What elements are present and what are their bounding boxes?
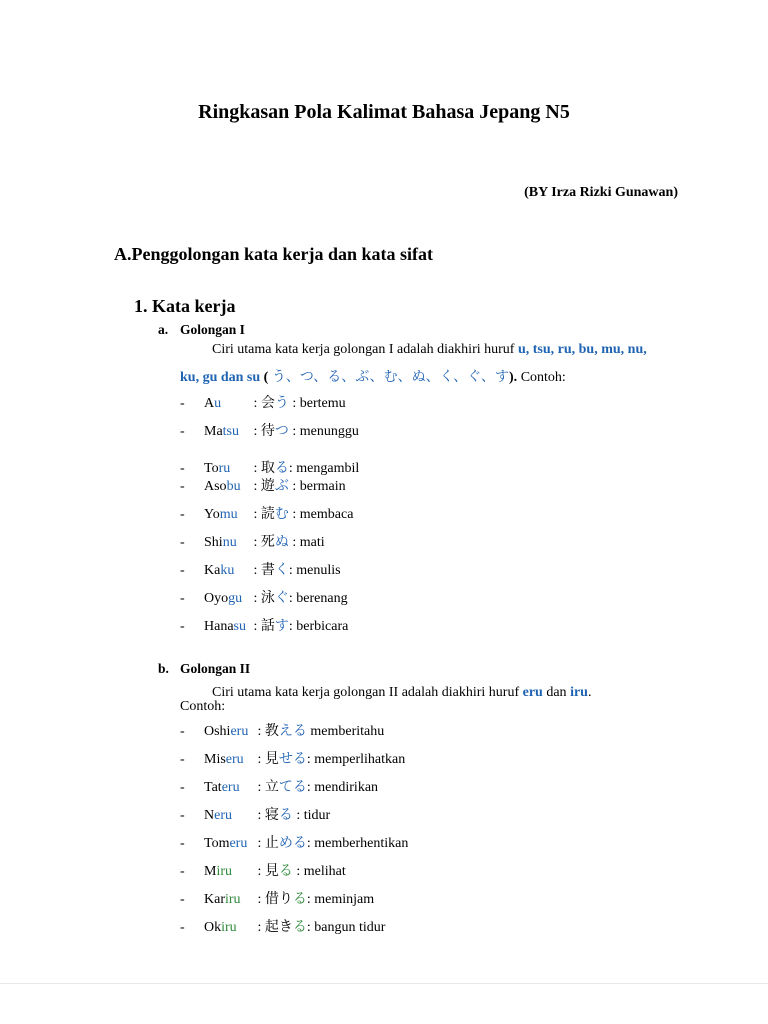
example-separator: : <box>250 563 261 578</box>
subsection-1-heading <box>134 296 235 317</box>
golongan-2-period: . <box>587 685 592 700</box>
example-dash: - <box>180 892 185 907</box>
example-kanji: 会 <box>260 395 275 411</box>
example-romaji <box>204 396 250 412</box>
golongan-1-endings-1: u, tsu, ru, bu, mu, nu, <box>517 342 647 357</box>
example-kanji: 借り <box>264 891 293 907</box>
example-row <box>180 587 348 607</box>
example-row <box>180 615 348 635</box>
example-meaning: : memperlihatkan <box>306 752 406 767</box>
golongan-1-contoh: Contoh: <box>520 370 566 385</box>
example-meaning: : bertemu <box>288 396 346 411</box>
example-separator: : <box>250 535 261 550</box>
example-stem: Oshi <box>204 724 231 739</box>
example-kanji: 見 <box>264 751 279 767</box>
example-romaji <box>204 591 250 607</box>
golongan-2-title: Golongan II <box>180 661 251 676</box>
example-dash: - <box>180 808 185 823</box>
golongan-1-intro-line1 <box>212 342 647 358</box>
example-dash: - <box>180 920 185 935</box>
example-kanji: 起き <box>264 919 293 935</box>
example-meaning: : bangun tidur <box>306 920 386 935</box>
example-row <box>180 748 405 768</box>
example-ending: ku <box>220 563 235 578</box>
example-romaji <box>204 892 254 908</box>
example-ending: ru <box>218 461 231 476</box>
example-row <box>180 457 359 477</box>
example-kana: ぬ <box>274 534 289 550</box>
page-bottom-edge <box>0 983 768 1024</box>
example-separator: : <box>254 892 265 907</box>
example-separator: : <box>254 780 265 795</box>
example-ending: eru <box>225 752 244 767</box>
example-kanji: 遊 <box>260 478 275 494</box>
example-stem: Hana <box>204 619 234 634</box>
example-stem: Mis <box>204 752 226 767</box>
subsection-1-title: Kata kerja <box>152 296 236 316</box>
example-stem: Ka <box>204 563 221 578</box>
example-kana: る <box>292 919 307 935</box>
example-romaji <box>204 780 254 796</box>
example-kanji: 取 <box>260 460 275 476</box>
example-stem: To <box>204 461 219 476</box>
golongan-1-intro-line2 <box>180 366 566 386</box>
golongan-1-close-paren: ). <box>509 370 518 385</box>
golongan-1-kana-list: う、つ、る、ぶ、む、ぬ、く、ぐ、す <box>271 369 510 385</box>
example-meaning: : meminjam <box>306 892 375 907</box>
golongan-1-heading <box>158 322 245 338</box>
section-a-title: Penggolongan kata kerja dan kata sifat <box>131 244 434 264</box>
example-ending: tsu <box>222 424 240 439</box>
example-kana: める <box>278 835 307 851</box>
example-stem: A <box>204 396 215 411</box>
example-separator: : <box>254 920 265 935</box>
example-meaning: : berenang <box>288 591 348 606</box>
example-meaning: : memberhentikan <box>306 836 409 851</box>
example-dash: - <box>180 396 185 411</box>
example-kanji: 立 <box>264 779 279 795</box>
example-dash: - <box>180 563 185 578</box>
example-romaji <box>204 808 254 824</box>
example-row <box>180 531 325 551</box>
example-dash: - <box>180 461 185 476</box>
example-romaji <box>204 864 254 880</box>
golongan-2-intro-text: Ciri utama kata kerja golongan II adalah diakhiri huruf <box>212 685 520 700</box>
example-separator: : <box>250 479 261 494</box>
example-separator: : <box>250 507 261 522</box>
example-kanji: 読 <box>260 506 275 522</box>
golongan-2-contoh: Contoh: <box>180 699 226 714</box>
example-meaning: : bermain <box>288 479 346 494</box>
example-ending: su <box>233 619 246 634</box>
example-ending: bu <box>226 479 241 494</box>
example-stem: Ok <box>204 920 222 935</box>
example-meaning: : menulis <box>288 563 341 578</box>
golongan-1-letter: a. <box>158 322 169 337</box>
example-kanji: 待 <box>260 423 275 439</box>
example-meaning: : menunggu <box>288 424 359 439</box>
golongan-1-intro-text: Ciri utama kata kerja golongan I adalah diakhiri huruf <box>212 342 515 357</box>
example-kana: る <box>278 807 293 823</box>
example-row <box>180 804 330 824</box>
example-stem: Tat <box>204 780 222 795</box>
example-ending: u <box>214 396 222 411</box>
golongan-2-dan: dan <box>546 685 567 700</box>
example-separator: : <box>254 864 265 879</box>
golongan-2-letter: b. <box>158 661 169 676</box>
example-dash: - <box>180 479 185 494</box>
example-romaji <box>204 920 254 936</box>
example-stem: Ma <box>204 424 223 439</box>
example-row <box>180 916 385 936</box>
example-kanji: 話 <box>260 618 275 634</box>
example-ending: eru <box>221 780 240 795</box>
document-title: Ringkasan Pola Kalimat Bahasa Jepang N5 <box>198 101 570 123</box>
example-dash: - <box>180 424 185 439</box>
example-separator: : <box>254 724 265 739</box>
golongan-1-title: Golongan I <box>180 322 245 337</box>
example-meaning: : membaca <box>288 507 354 522</box>
example-romaji <box>204 535 250 551</box>
example-kana: く <box>274 562 289 578</box>
example-row <box>180 559 341 579</box>
example-kana: ぐ <box>274 590 289 606</box>
example-stem: N <box>204 808 215 823</box>
example-ending: iru <box>216 864 233 879</box>
example-dash: - <box>180 780 185 795</box>
example-kana: てる <box>278 779 307 795</box>
example-meaning: : tidur <box>292 808 331 823</box>
example-meaning: : mendirikan <box>306 780 379 795</box>
example-romaji <box>204 507 250 523</box>
example-meaning: memberitahu <box>306 724 385 739</box>
example-ending: iru <box>221 920 237 935</box>
example-ending: eru <box>230 724 249 739</box>
golongan-1-open-paren: ( <box>263 370 269 385</box>
example-separator: : <box>250 424 261 439</box>
example-romaji <box>204 619 250 635</box>
example-separator: : <box>250 461 261 476</box>
example-kana: つ <box>274 423 289 439</box>
example-stem: Aso <box>204 479 227 494</box>
example-ending: nu <box>222 535 237 550</box>
example-separator: : <box>250 396 261 411</box>
example-romaji <box>204 479 250 495</box>
example-dash: - <box>180 507 185 522</box>
example-row <box>180 392 346 412</box>
example-separator: : <box>254 752 265 767</box>
example-dash: - <box>180 752 185 767</box>
example-separator: : <box>254 836 265 851</box>
example-kanji: 死 <box>260 534 275 550</box>
example-kanji: 泳 <box>260 590 275 606</box>
example-romaji <box>204 752 254 768</box>
example-kanji: 書 <box>260 562 275 578</box>
example-kana: せる <box>278 751 307 767</box>
example-row <box>180 475 346 495</box>
example-dash: - <box>180 724 185 739</box>
example-separator: : <box>250 591 261 606</box>
golongan-2-iru: iru <box>570 685 588 700</box>
example-ending: mu <box>219 507 238 522</box>
example-stem: Shi <box>204 535 223 550</box>
golongan-2-intro-line1 <box>212 685 591 701</box>
example-row <box>180 860 346 880</box>
example-dash: - <box>180 836 185 851</box>
example-kana: す <box>274 618 289 634</box>
example-ending: gu <box>228 591 243 606</box>
example-romaji <box>204 424 250 440</box>
example-romaji <box>204 563 250 579</box>
section-a-heading <box>114 244 433 265</box>
example-romaji <box>204 724 254 740</box>
example-dash: - <box>180 864 185 879</box>
example-meaning: : berbicara <box>288 619 349 634</box>
example-romaji <box>204 836 254 852</box>
example-kana: る <box>292 891 307 907</box>
example-kana: う <box>274 395 289 411</box>
example-row <box>180 720 384 740</box>
golongan-2-heading <box>158 661 250 677</box>
example-row <box>180 888 374 908</box>
example-separator: : <box>250 619 261 634</box>
example-kana: る <box>274 460 289 476</box>
example-kana: える <box>278 723 307 739</box>
example-stem: Kar <box>204 892 225 907</box>
example-separator: : <box>254 808 265 823</box>
example-kanji: 寝 <box>264 807 279 823</box>
example-row <box>180 776 378 796</box>
example-kanji: 止 <box>264 835 279 851</box>
example-dash: - <box>180 619 185 634</box>
example-kana: る <box>278 863 293 879</box>
example-kana: ぶ <box>274 478 289 494</box>
subsection-1-label: 1. <box>134 296 148 316</box>
example-kanji: 見 <box>264 863 279 879</box>
golongan-2-eru: eru <box>522 685 543 700</box>
example-kanji: 教 <box>264 723 279 739</box>
example-ending: iru <box>225 892 241 907</box>
example-dash: - <box>180 591 185 606</box>
example-stem: Tom <box>204 836 230 851</box>
example-row <box>180 832 408 852</box>
example-stem: Oyo <box>204 591 229 606</box>
example-meaning: : mengambil <box>288 461 360 476</box>
example-ending: eru <box>214 808 233 823</box>
example-dash: - <box>180 535 185 550</box>
example-row <box>180 503 353 523</box>
example-stem: Yo <box>204 507 220 522</box>
example-meaning: : mati <box>288 535 325 550</box>
example-stem: M <box>204 864 217 879</box>
section-a-label: A. <box>114 244 132 264</box>
example-row <box>180 420 359 440</box>
example-kana: む <box>274 506 289 522</box>
golongan-1-endings-2: ku, gu dan su <box>180 370 261 385</box>
example-meaning: : melihat <box>292 864 346 879</box>
example-ending: eru <box>229 836 248 851</box>
author-line: (BY Irza Rizki Gunawan) <box>524 185 678 200</box>
